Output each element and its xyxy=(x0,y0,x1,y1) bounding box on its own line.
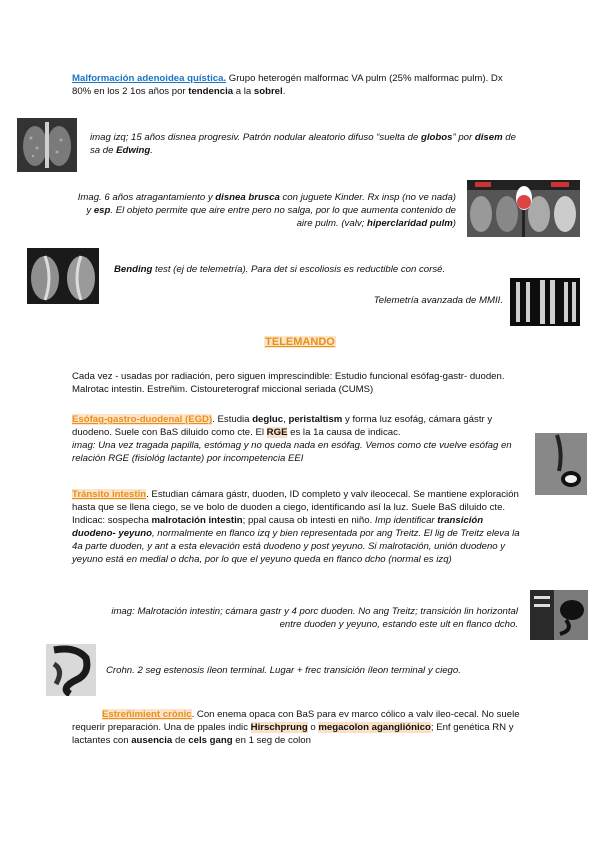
chest-xray-graphic xyxy=(17,118,77,172)
paragraph-estrenimiento: Estreñimient crònic. Con enema opaca con BaS para ev marco cólico a valv ileo-cecal. No suele requerir preparación. Una de ppales indic Hirschprung o megacolon agangliónico; Enf genética RN y lactantes con ausencia de cels gang en 1 seg de colon xyxy=(72,709,520,746)
crohn-graphic xyxy=(46,644,96,696)
paragraph-transito: Tránsito intestin. Estudian cámara gástr, duoden, ID completo y valv ileocecal. Se mantiene exploración hasta que se llena ciego, se ve bolo de duoden a ciego, identificando así la luz. Suele BaS diluido cte. Indicac: sospecha malrotación intestin; ppal causa ob intesti en niño. Imp identificar transición duodeno- yeyuno, normalmente en flanco izq y bien representada por ang Treitz. El lig de Treitz eleva la 4a parte duoden, y ant a esta elevación está duodeno y post yeyuno. Si malrotación, unión duodeno y yeyuno está en medial o dcha, por lo que el yeyuno queda en flanco dcho (normal es izq) xyxy=(72,489,520,565)
telemetry-legs-image xyxy=(510,278,580,326)
legs-graphic xyxy=(510,278,580,326)
crohn-xray-image xyxy=(46,644,96,696)
caption-bending-test: Bending test (ej de telemetría). Para det si escoliosis es reductible con corsé. xyxy=(114,264,446,275)
link-estrenimiento[interactable]: Estreñimient crònic xyxy=(102,709,192,720)
caption-telemetria: Telemetría avanzada de MMII. xyxy=(373,295,503,306)
link-egd[interactable]: Esófag-gastro-duodenal (EGD) xyxy=(72,414,213,425)
bending-graphic xyxy=(27,248,99,304)
link-malformacion[interactable]: Malformación adenoidea quística. xyxy=(72,73,227,84)
caption-kinder-toy: Imag. 6 años atragantamiento y disnea brusca con juguete Kinder. Rx insp (no ve nada) y esp. El objeto permite que aire entre pero no salga, por lo que aumenta contenido de aire pulm. (valv; hiperclaridad pulm) xyxy=(77,192,456,229)
foreign-body-xray-image xyxy=(467,180,580,237)
caption-nodular-pattern: imag izq; 15 años disnea progresiv. Patrón nodular aleatorio difuso “suelta de globos” por disem de sa de Edwing. xyxy=(90,132,516,156)
paragraph-malformacion: Malformación adenoidea quística. Grupo heterogén malformac VA pulm (25% malformac pulm). Dx 80% en los 2 1os años por tendencia a la sobrel. xyxy=(72,73,503,97)
foreign-body-graphic xyxy=(467,180,580,237)
esophagus-xray-image xyxy=(535,433,587,495)
paragraph-egd: Esófag-gastro-duodenal (EGD). Estudia degluc, peristaltism y forma luz esofág, cámara gástr y duodeno. Suele con BaS diluido como cte. El RGE es la 1a causa de indicac. imag: Una vez tragada papilla, estómag y no queda nada en esófag. Vemos como cte vuelve esófag en relación RGE (fisiológ lactante) por incompetencia EEI xyxy=(72,414,512,464)
bending-test-image xyxy=(27,248,99,304)
chest-xray-image-1 xyxy=(17,118,77,172)
caption-malrotacion: imag: Malrotación intestin; cámara gastr y 4 porc duoden. No ang Treitz; transición lin horizontal entre duoden y yeyuno, estando este ult en flanco dcho. xyxy=(111,606,518,630)
link-transito[interactable]: Tránsito intestin xyxy=(72,489,147,500)
malrotation-xray-image xyxy=(530,590,588,640)
malrotation-graphic xyxy=(530,590,588,640)
section-title-telemando: TELEMANDO xyxy=(265,336,335,348)
paragraph-intro-telemando: Cada vez - usadas por radiación, pero siguen imprescindible: Estudio funcional esófag-gastr- duoden. Malrotac intestin. Estreñim. Cistoureterograf miccional seriada (CUMS) xyxy=(72,371,505,395)
caption-crohn: Crohn. 2 seg estenosis íleon terminal. Lugar + frec transición íleon terminal y ciego. xyxy=(106,665,461,676)
esophagus-graphic xyxy=(535,433,587,495)
